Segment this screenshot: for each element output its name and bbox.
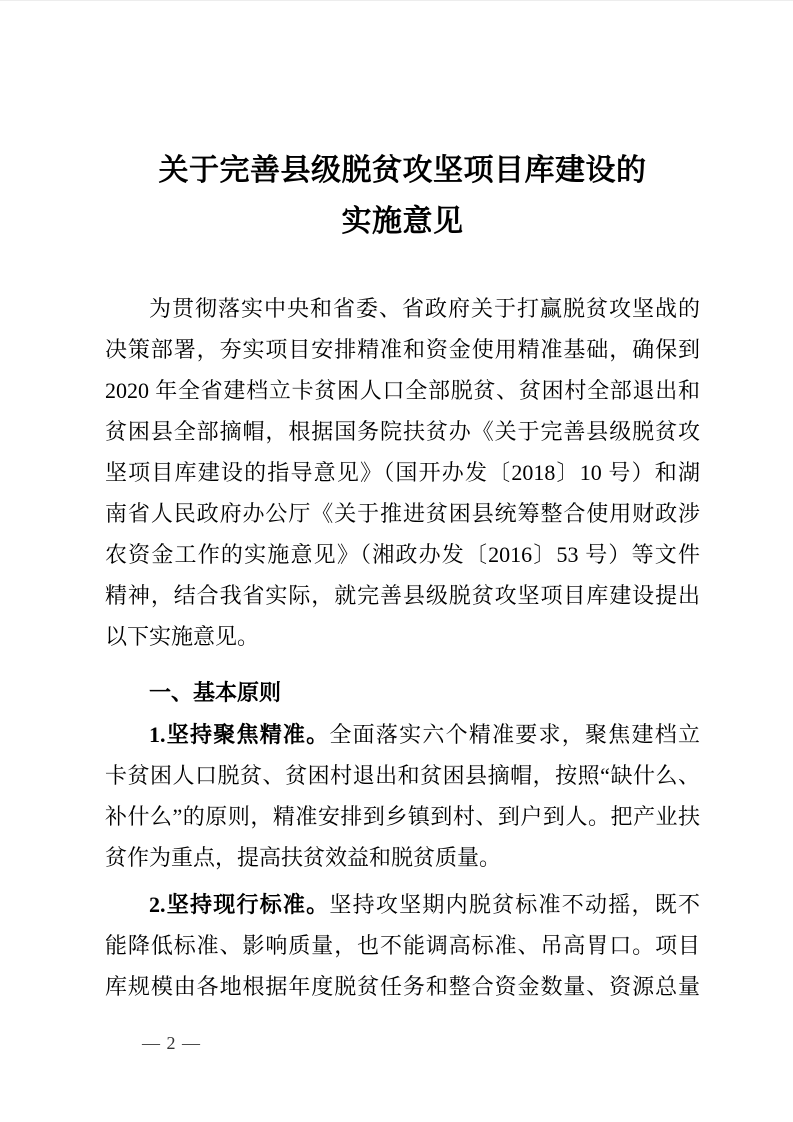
text-column [105,1,700,1056]
line-text: 坚持攻坚期内脱贫标准不动摇，既不 [329,892,700,917]
text-line: 精神，结合我省实际，就完善县级脱贫攻坚项目库建设提出 [105,583,700,608]
title-line-1: 关于完善县级脱贫攻坚项目库建设的 [158,154,647,187]
bold-lead: 1.坚持聚焦精准。 [149,722,330,747]
text-line: 库规模由各地根据年度脱贫任务和整合资金数量、资源总量 [105,974,700,999]
text-line [105,714,700,755]
text-line [105,884,700,925]
text-line: 贫困县全部摘帽，根据国务院扶贫办《关于完善县级脱贫攻 [105,419,700,444]
text-line: 能降低标准、影响质量，也不能调高标准、吊高胃口。项目 [105,933,700,958]
text-line: 农资金工作的实施意见》（湘政办发〔2016〕53 号）等文件 [105,542,700,567]
text-line: 贫作为重点，提高扶贫效益和脱贫质量。 [105,845,502,870]
text-line: 2020 年全省建档立卡贫困人口全部脱贫、贫困村全部退出和 [105,378,700,403]
document-title [105,145,700,247]
text-line: 以下实施意见。 [105,624,260,649]
bold-lead: 2.坚持现行标准。 [149,892,330,917]
text-line: 卡贫困人口脱贫、贫困村退出和贫困县摘帽，按照“缺什么、 [105,763,700,788]
section-heading-basic-principles: 一、基本原则 [149,680,282,705]
paragraph-intro [105,288,700,657]
text-line: 补什么”的原则，精准安排到乡镇到村、到户到人。把产业扶 [105,804,700,829]
title-line-2: 实施意见 [341,205,464,238]
text-line: 南省人民政府办公厅《关于推进贫困县统筹整合使用财政涉 [105,501,700,526]
paragraph-point-2 [105,884,700,1007]
paragraph-point-1 [105,714,700,878]
text-line: 为贯彻落实中央和省委、省政府关于打赢脱贫攻坚战的 [149,296,700,321]
text-line: 决策部署，夯实项目安排精准和资金使用精准基础，确保到 [105,337,700,362]
page-number: — 2 — [142,1033,201,1053]
document-body [105,288,700,1056]
text-line: 坚项目库建设的指导意见》（国开办发〔2018〕10 号）和湖 [105,460,700,485]
line-text: 全面落实六个精准要求，聚焦建档立 [329,722,700,747]
